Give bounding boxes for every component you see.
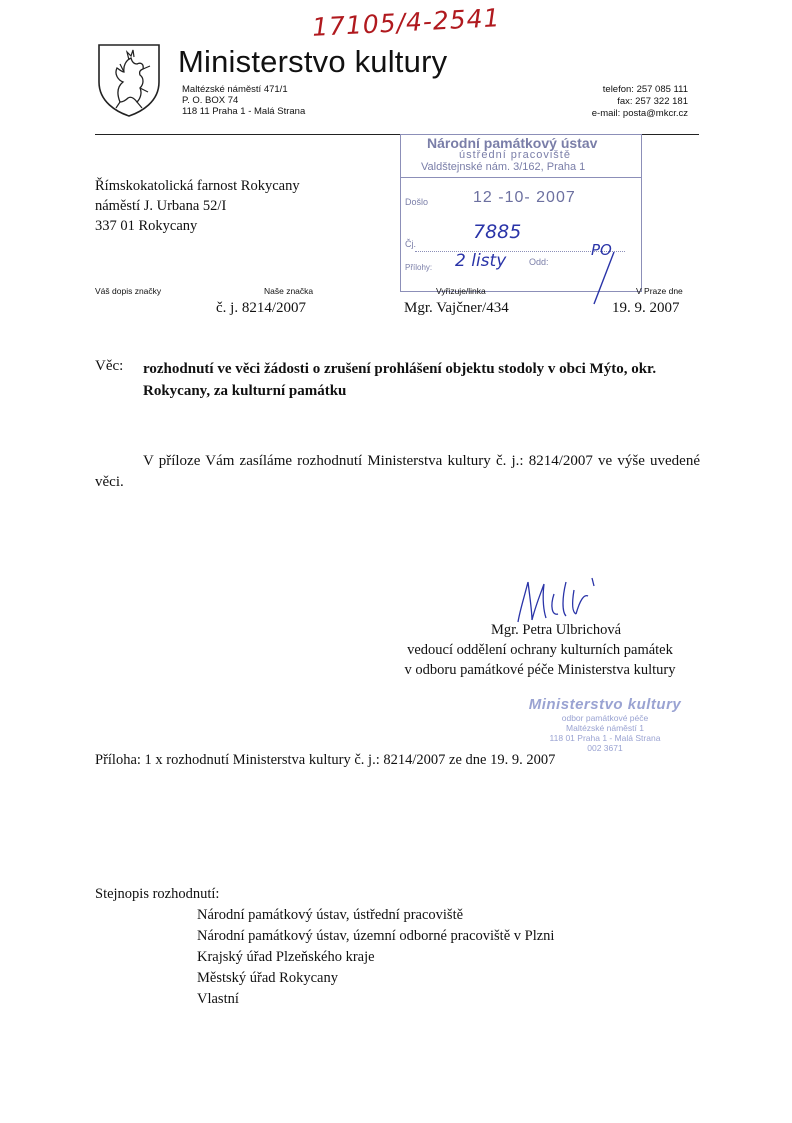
stamp-dept-label: Odd:	[529, 257, 549, 267]
handler-value: Mgr. Vajčner/434	[404, 300, 509, 316]
address-line-2: P. O. BOX 74	[182, 95, 239, 106]
our-ref-label: Naše značka	[264, 286, 314, 296]
address-line-3: 118 11 Praha 1 - Malá Strana	[182, 106, 306, 117]
fax: fax: 257 322 181	[617, 96, 688, 107]
handler-label: Vyřizuje/linka	[436, 286, 486, 296]
phone: telefon: 257 085 111	[602, 84, 688, 95]
subject-text: rozhodnutí ve věci žádosti o zrušení prohlášení objektu stodoly v obci Mýto, okr. Rokycany, za kulturní památku	[143, 361, 657, 399]
stamp-number-value: 7885	[473, 221, 522, 243]
date-value: 19. 9. 2007	[612, 300, 680, 316]
stamp-line-1: Národní památkový ústav	[427, 135, 598, 151]
office-stamp-line-4: 002 3671	[587, 743, 623, 753]
signatory-name: Mgr. Petra Ulbrichová	[490, 622, 622, 638]
office-stamp-title: Ministerstvo kultury	[528, 696, 682, 713]
list-item: Národní památkový ústav, ústřední pracoviště	[197, 907, 464, 923]
date-label: V Praze dne	[636, 286, 683, 296]
stamp-attachments-label: Přílohy:	[405, 263, 433, 272]
our-ref-value: č. j. 8214/2007	[216, 300, 306, 316]
body-text: V příloze Vám zasíláme rozhodnutí Ministerstva kultury č. j.: 8214/2007 ve výše uvedené věci.	[95, 453, 700, 490]
recipient-street: náměstí J. Urbana 52/I	[95, 198, 227, 214]
signatory-role-2: v odboru památkové péče Ministerstva kultury	[404, 662, 676, 678]
stamp-attachments-value: 2 listy	[455, 251, 507, 271]
office-stamp-line-2: Maltézské náměstí 1	[566, 723, 644, 733]
list-item: Národní památkový ústav, územní odborné pracoviště v Plzni	[197, 928, 555, 944]
stamp-divider	[401, 177, 641, 178]
copies-list	[197, 905, 554, 1010]
office-stamp-line-1: odbor památkové péče	[561, 713, 649, 723]
office-stamp	[510, 696, 700, 753]
recipient-name: Římskokatolická farnost Rokycany	[95, 178, 300, 194]
stamp-line-3: Valdštejnské nám. 3/162, Praha 1	[421, 161, 586, 173]
coat-of-arms-icon	[96, 42, 162, 118]
annex-line: Příloha: 1 x rozhodnutí Ministerstva kultury č. j.: 8214/2007 ze dne 19. 9. 2007	[95, 752, 556, 768]
email-link[interactable]: e-mail: posta@mkcr.cz	[591, 108, 688, 119]
list-item: Městský úřad Rokycany	[197, 970, 338, 986]
pen-stroke-icon	[590, 250, 620, 306]
stamp-dept-value: PO	[591, 241, 612, 259]
handwritten-signature-icon	[510, 568, 606, 626]
handwritten-reference: 17105/4-2541	[311, 3, 502, 42]
stamp-number-label: Čj.	[405, 239, 416, 249]
ministry-title: Ministerstvo kultury	[178, 44, 448, 79]
stamp-date-label: Došlo	[405, 197, 429, 207]
copies-label: Stejnopis rozhodnutí:	[95, 886, 220, 902]
list-item: Vlastní	[197, 991, 239, 1007]
signatory-role-1: vedoucí oddělení ochrany kulturních památek	[407, 642, 673, 658]
stamp-date: 12 -10- 2007	[473, 189, 576, 206]
subject-label: Věc:	[95, 358, 124, 374]
office-stamp-line-3: 118 01 Praha 1 - Malá Strana	[549, 733, 661, 743]
stamp-line-2: ústřední pracoviště	[459, 149, 571, 161]
recipient-city: 337 01 Rokycany	[95, 218, 198, 234]
list-item: Krajský úřad Plzeňského kraje	[197, 949, 375, 965]
address-line-1: Maltézské náměstí 471/1	[182, 84, 288, 95]
your-ref-label: Váš dopis značky	[95, 286, 162, 296]
